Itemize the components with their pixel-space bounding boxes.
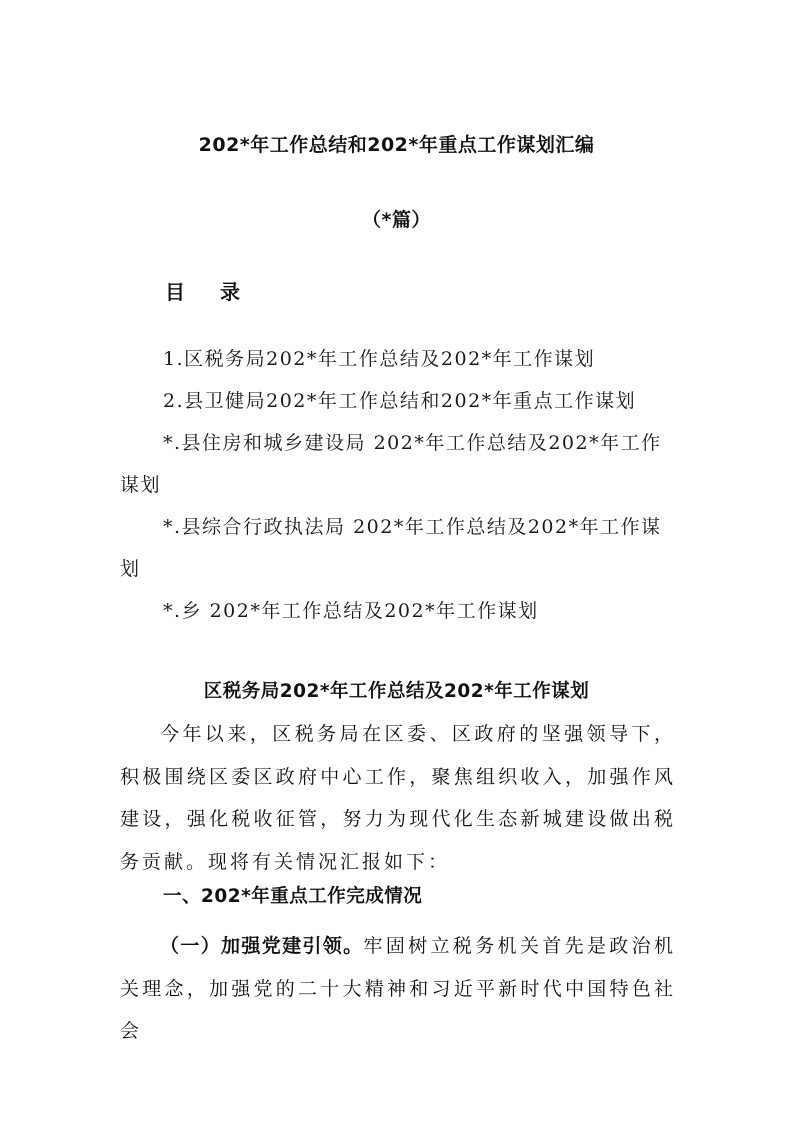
toc-item: *.县住房和城乡建设局 202*年工作总结及202*年工作谋划 (120, 432, 662, 496)
table-of-contents (120, 338, 680, 632)
toc-item: 1.区税务局202*年工作总结及202*年工作谋划 (163, 348, 596, 370)
intro-paragraph: 今年以来，区税务局在区委、区政府的坚强领导下，积极围绕区委区政府中心工作，聚焦组织收入，加强作风建设，强化税收征管，努力为现代化生态新城建设做出税务贡献。现将有关情况汇报如下： (120, 723, 676, 873)
document-subtitle: （*篇） (362, 209, 431, 231)
toc-item: *.乡 202*年工作总结及202*年工作谋划 (163, 600, 539, 622)
toc-item: *.县综合行政执法局 202*年工作总结及202*年工作谋划 (120, 516, 662, 580)
section-heading-1: 一、202*年重点工作完成情况 (163, 886, 423, 907)
toc-heading: 目 录 (165, 280, 254, 304)
toc-item: 2.县卫健局202*年工作总结和202*年重点工作谋划 (163, 390, 637, 412)
document-title: 202*年工作总结和202*年重点工作谋划汇编 (198, 134, 595, 156)
section-title: 区税务局202*年工作总结及202*年工作谋划 (203, 681, 590, 702)
paragraph-text: 牢固树立税务机关首先是政治机关理念，加强党的二十大精神和习近平新时代中国特色社会 (120, 935, 676, 1042)
body-paragraph (120, 925, 676, 1053)
paragraph-lead: （一）加强党建引领。 (160, 935, 364, 957)
